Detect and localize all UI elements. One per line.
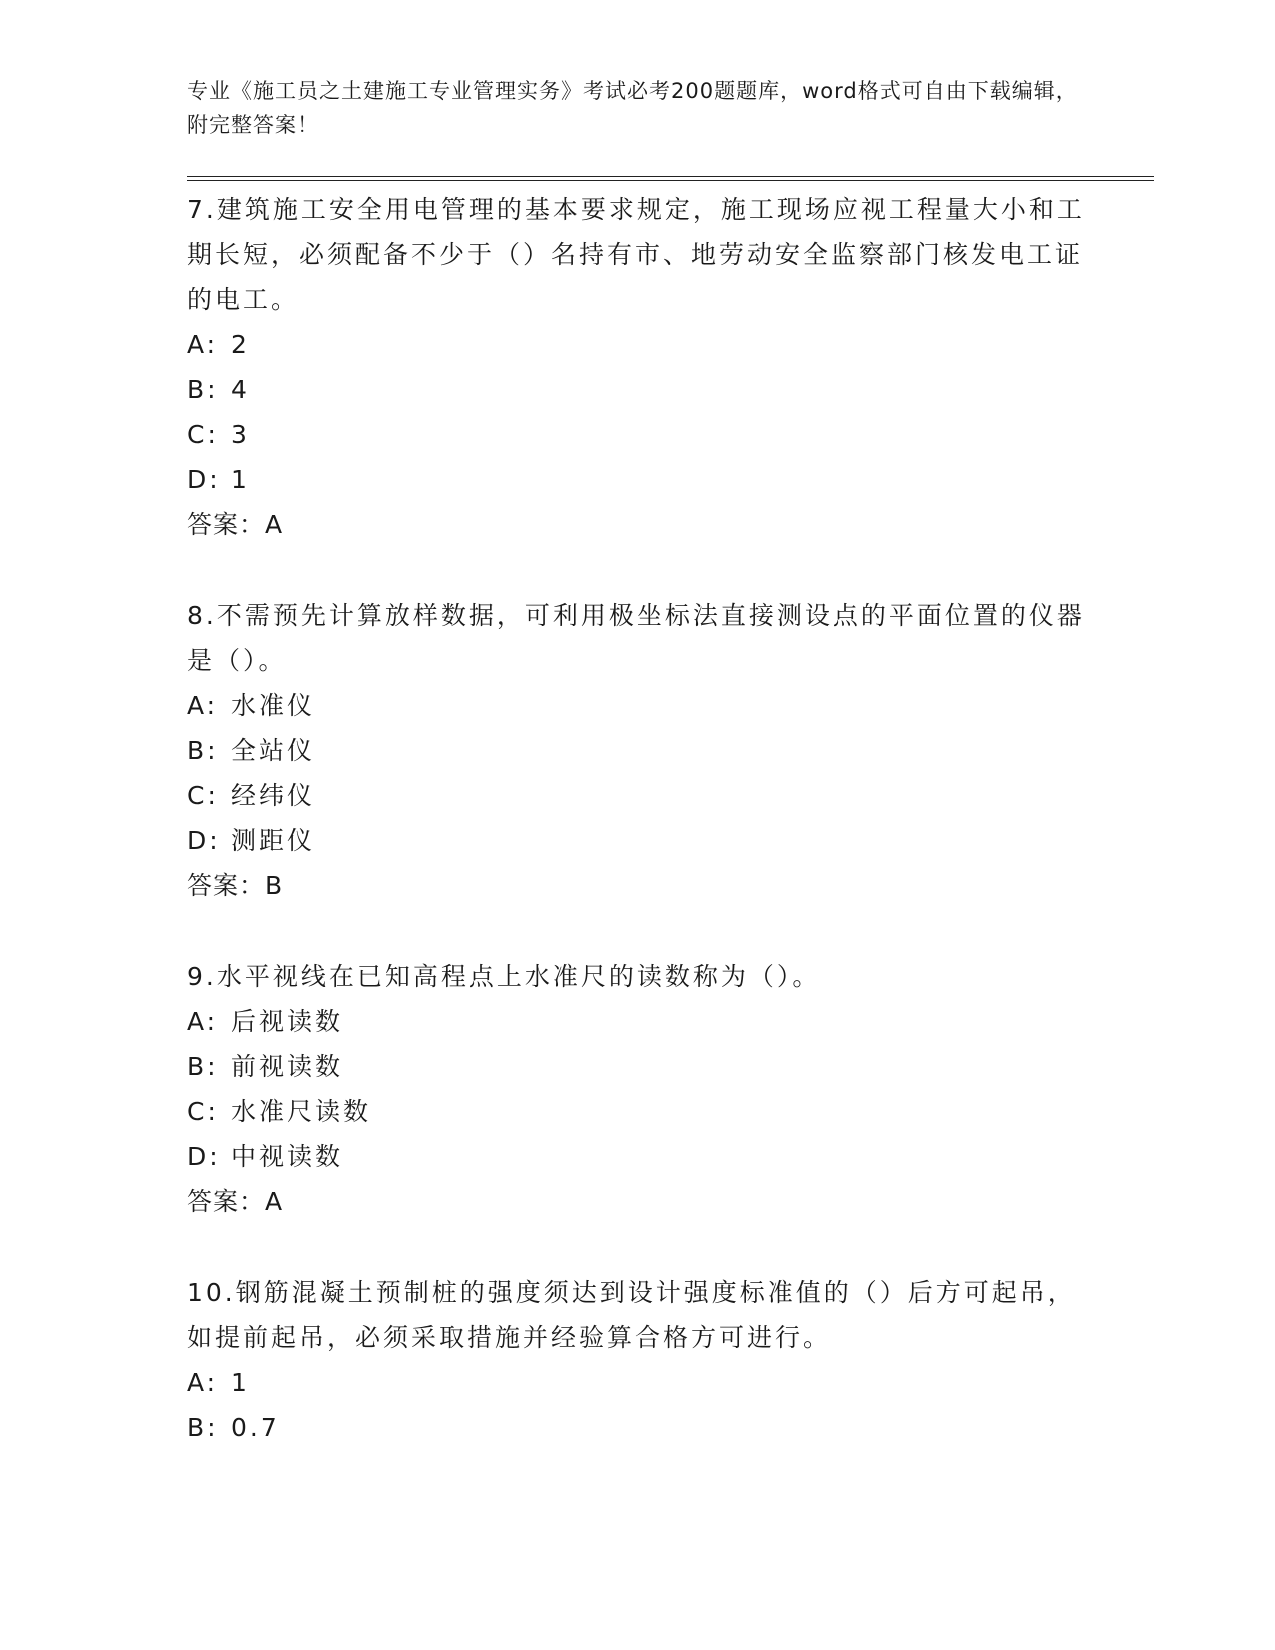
option-d	[187, 457, 1087, 502]
question-8	[187, 593, 1087, 908]
option-c	[187, 1089, 1087, 1134]
option-key: C:	[187, 420, 219, 449]
answer-line: 答案：B	[187, 871, 284, 900]
option-value: 经纬仪	[231, 781, 316, 810]
header-divider	[187, 176, 1154, 177]
option-value: 水准仪	[231, 691, 316, 720]
option-value: 后视读数	[231, 1007, 344, 1036]
option-key: B:	[187, 375, 219, 404]
option-b	[187, 1405, 1087, 1450]
option-key: A:	[187, 691, 219, 720]
option-key: C:	[187, 1097, 219, 1126]
option-value: 前视读数	[231, 1052, 344, 1081]
question-text: 9.水平视线在已知高程点上水准尺的读数称为（）。	[187, 962, 821, 991]
option-value: 1	[231, 1368, 250, 1397]
option-b	[187, 728, 1087, 773]
option-value: 3	[231, 420, 250, 449]
option-value: 全站仪	[231, 736, 316, 765]
option-a	[187, 999, 1087, 1044]
option-key: A:	[187, 330, 219, 359]
option-key: B:	[187, 1413, 219, 1442]
answer-line: 答案：A	[187, 1187, 284, 1216]
option-value: 测距仪	[231, 826, 316, 855]
option-value: 2	[231, 330, 250, 359]
option-d	[187, 818, 1087, 863]
option-value: 4	[231, 375, 250, 404]
option-key: A:	[187, 1368, 219, 1397]
question-list	[187, 187, 1087, 1496]
header-divider-secondary	[187, 180, 1154, 181]
question-7	[187, 187, 1087, 547]
question-10	[187, 1270, 1087, 1450]
question-text: 8.不需预先计算放样数据，可利用极坐标法直接测设点的平面位置的仪器是（）。	[187, 601, 1085, 675]
option-key: D:	[187, 826, 221, 855]
option-a	[187, 322, 1087, 367]
option-d	[187, 1134, 1087, 1179]
document-header: 专业《施工员之土建施工专业管理实务》考试必考200题题库，word格式可自由下载编辑，附完整答案！	[187, 79, 1078, 137]
option-value: 水准尺读数	[231, 1097, 372, 1126]
answer-line: 答案：A	[187, 510, 284, 539]
option-c	[187, 412, 1087, 457]
question-text: 10.钢筋混凝土预制桩的强度须达到设计强度标准值的（）后方可起吊，如提前起吊，必须采取措施并经验算合格方可进行。	[187, 1278, 1076, 1352]
option-b	[187, 367, 1087, 412]
option-key: B:	[187, 736, 219, 765]
option-key: A:	[187, 1007, 219, 1036]
option-key: B:	[187, 1052, 219, 1081]
option-key: D:	[187, 465, 221, 494]
option-a	[187, 683, 1087, 728]
option-value: 1	[231, 465, 250, 494]
option-a	[187, 1360, 1087, 1405]
question-9	[187, 954, 1087, 1224]
option-value: 中视读数	[231, 1142, 344, 1171]
option-c	[187, 773, 1087, 818]
option-value: 0.7	[231, 1413, 280, 1442]
question-text: 7.建筑施工安全用电管理的基本要求规定，施工现场应视工程量大小和工期长短，必须配备不少于（）名持有市、地劳动安全监察部门核发电工证的电工。	[187, 195, 1085, 314]
option-key: D:	[187, 1142, 221, 1171]
option-b	[187, 1044, 1087, 1089]
option-key: C:	[187, 781, 219, 810]
